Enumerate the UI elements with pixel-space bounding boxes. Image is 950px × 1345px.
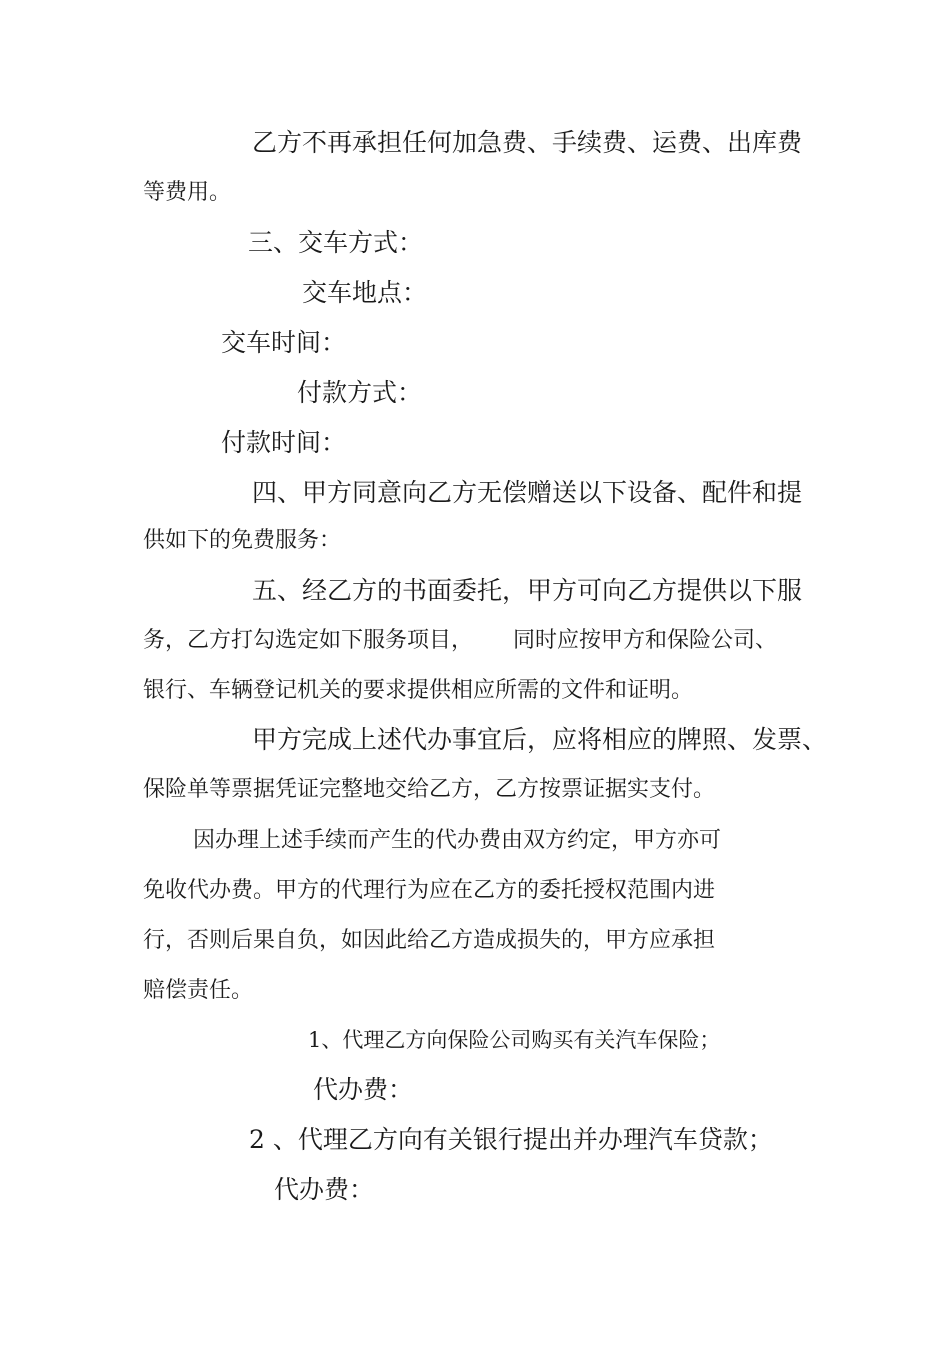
agency-completion-line-2: 保险单等票据凭证完整地交给乙方，乙方按票证据实支付。 [143,777,716,802]
section-5-line-1: 五、经乙方的书面委托，甲方可向乙方提供以下服 [252,576,803,605]
service-item-2: 2 、代理乙方向有关银行提出并办理汽车贷款； [249,1125,773,1154]
section-5-line-2a: 务，乙方打勾选定如下服务项目， [143,628,474,653]
section-5-line-2b: 同时应按甲方和保险公司、 [513,628,778,653]
agency-completion-line-1: 甲方完成上述代办事宜后，应将相应的牌照、发票、 [252,725,828,754]
section-3-heading: 三、交车方式： [248,228,424,257]
agency-fee-line-1: 因办理上述手续而产生的代办费由双方约定，甲方亦可 [193,828,722,853]
payment-method-label: 付款方式： [297,378,423,407]
section-4-line-1: 四、甲方同意向乙方无偿赠送以下设备、配件和提 [252,478,803,507]
agency-fee-line-4: 赔偿责任。 [143,978,254,1003]
paragraph-fees-line-2: 等费用。 [143,180,232,205]
paragraph-fees-line-1: 乙方不再承担任何加急费、手续费、运费、出库费 [252,128,803,157]
delivery-location-label: 交车地点： [302,278,428,307]
section-5-line-3: 银行、车辆登记机关的要求提供相应所需的文件和证明。 [143,678,694,703]
delivery-time-label: 交车时间： [221,328,347,357]
agency-fee-line-2: 免收代办费。甲方的代理行为应在乙方的委托授权范围内进 [143,878,716,903]
service-item-1: 1、代理乙方向保险公司购买有关汽车保险； [308,1028,721,1052]
agency-fee-line-3: 行，否则后果自负，如因此给乙方造成损失的，甲方应承担 [143,928,716,953]
service-item-2-fee-label: 代办费： [274,1175,375,1204]
service-item-1-fee-label: 代办费： [313,1075,414,1104]
section-4-line-2: 供如下的免费服务： [143,528,342,553]
payment-time-label: 付款时间： [221,428,347,457]
